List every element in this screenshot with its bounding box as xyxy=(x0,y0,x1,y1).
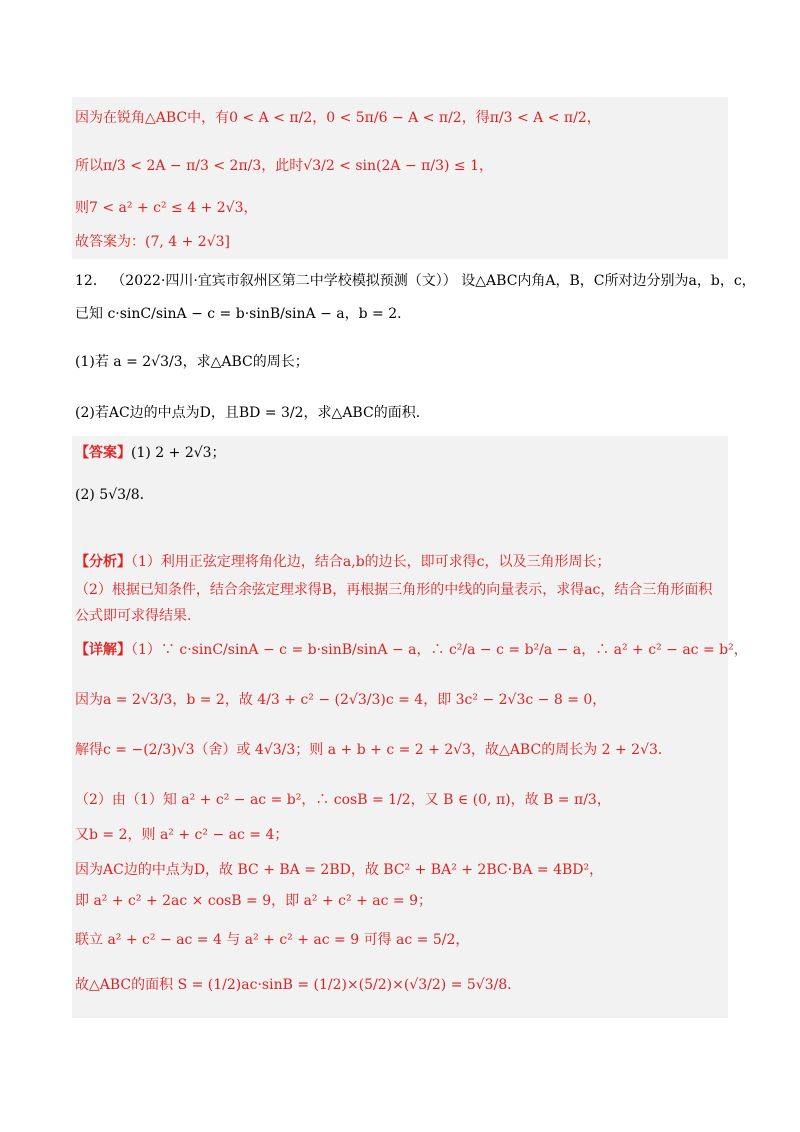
detail-line-1 xyxy=(75,640,748,660)
detail-l8: 联立 a² + c² − ac = 4 与 a² + c² + ac = 9 可得 ac = 5/2， xyxy=(75,932,470,948)
problem-source: （2022·四川·宜宾市叙州区第二中学校模拟预测（文）） xyxy=(111,273,457,289)
detail-l3: 解得c = −(2/3)√3（舍）或 4√3/3；则 a + b + c = 2 + 2√3，故△ABC的周长为 2 + 2√3． xyxy=(75,742,672,758)
answer-2: (2) 5√3/8． xyxy=(75,487,154,503)
problem-part-2: (2)若AC边的中点为D，且BD = 3/2，求△ABC的面积. xyxy=(75,405,421,421)
problem-part-1: (1)若 a = 2√3/3，求△ABC的周长； xyxy=(75,354,309,370)
answer-1: (1) 2 + 2√3； xyxy=(131,445,226,461)
analysis-p1: （1）利用正弦定理将角化边，结合a,b的边长，即可求得c，以及三角形周长； xyxy=(131,554,611,570)
detail-l7: 即 a² + c² + 2ac × cosB = 9，即 a² + c² + ac = 9； xyxy=(75,893,432,909)
detail-l5: 又b = 2，则 a² + c² − ac = 4； xyxy=(75,827,289,843)
prev-solution-line-3: 则7 < a² + c² ≤ 4 + 2√3， xyxy=(75,200,258,216)
problem-stem-2: 已知 c·sinC/sinA − c = b·sinB/sinA − a，b = 2． xyxy=(75,306,412,322)
detail-l2: 因为a = 2√3/3，b = 2，故 4/3 + c² − (2√3/3)c = 4，即 3c² − 2√3c − 8 = 0， xyxy=(75,692,607,708)
analysis-p2: （2）根据已知条件，结合余弦定理求得B，再根据三角形的中线的向量表示，求得ac，结合三角形面积 xyxy=(75,582,713,598)
problem-stem-1: 设△ABC内角A，B，C所对边分别为a，b，c， xyxy=(461,273,756,289)
analysis-label: 【分析】 xyxy=(75,554,131,570)
prev-solution-line-4: 故答案为：(7, 4 + 2√3] xyxy=(75,234,231,250)
detail-l6: 因为AC边的中点为D，故 BC + BA = 2BD，故 BC² + BA² + 2BC·BA = 4BD²， xyxy=(75,862,604,878)
detail-l4: （2）由（1）知 a² + c² − ac = b²，∴ cosB = 1/2，又 B ∈ (0, π)，故 B = π/3， xyxy=(75,792,611,808)
detail-l1: （1）∵ c·sinC/sinA − c = b·sinB/sinA − a，∴ c²/a − c = b²/a − a，∴ a² + c² − ac = b²， xyxy=(131,642,748,658)
prev-solution-line-1: 因为在锐角△ABC中，有0 < A < π/2，0 < 5π/6 − A < π/2，得π/3 < A < π/2， xyxy=(75,110,601,126)
prev-solution-line-2: 所以π/3 < 2A − π/3 < 2π/3，此时√3/2 < sin(2A − π/3) ≤ 1， xyxy=(75,158,493,174)
detail-label: 【详解】 xyxy=(75,642,131,658)
analysis-line-1 xyxy=(75,552,730,572)
problem-header xyxy=(75,271,756,291)
answer-line-1 xyxy=(75,443,730,463)
answer-label: 【答案】 xyxy=(75,445,131,461)
problem-number: 12． xyxy=(75,273,107,289)
detail-l9: 故△ABC的面积 S = (1/2)ac·sinB = (1/2)×(5/2)×(√3/2) = 5√3/8． xyxy=(75,977,522,993)
analysis-p3: 公式即可求得结果. xyxy=(75,608,192,624)
